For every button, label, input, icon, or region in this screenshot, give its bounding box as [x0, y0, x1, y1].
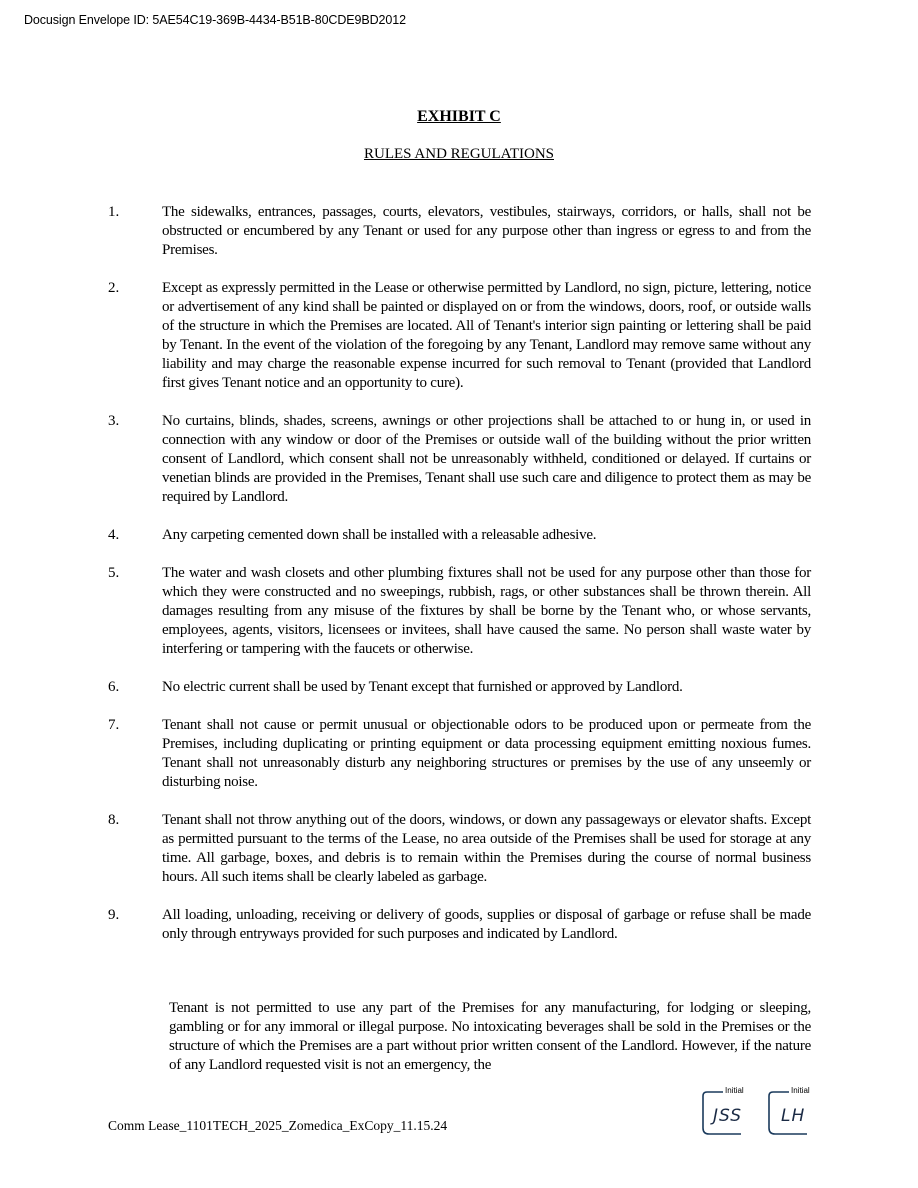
- initial-signature: JSS: [713, 1106, 742, 1126]
- rule-item: [0, 412, 918, 507]
- rule-item: [0, 906, 918, 944]
- rule-number: 9.: [108, 907, 120, 923]
- initial-label: Initial: [791, 1086, 810, 1095]
- rule-number: 2.: [108, 280, 120, 296]
- rule-text: Tenant shall not throw anything out of the doors, windows, or down any passageways or elevator shafts. Except as permitted pursuant to the terms of the Lease, no area outside of the Premises shall be used for storage at any time. All garbage, boxes, and debris is to remain within the Premises during the course of normal business hours. All such items shall be clearly labeled as garbage.: [162, 812, 811, 885]
- rule-item: [0, 811, 918, 887]
- initial-label: Initial: [725, 1086, 744, 1095]
- rule-number: 1.: [108, 204, 120, 220]
- rule-item: [0, 279, 918, 393]
- rule-item: [0, 564, 918, 659]
- initial-box-1[interactable]: [701, 1086, 745, 1136]
- rule-number: 7.: [108, 717, 120, 733]
- rule-text: No curtains, blinds, shades, screens, awnings or other projections shall be attached to or hung in, or used in connection with any window or door of the Premises or outside wall of the building without the prior written consent of Landlord, which consent shall not be unreasonably withheld, conditioned or delayed. If curtains or venetian blinds are provided in the Premises, Tenant shall use such care and diligence to protect them as may be required by Landlord.: [162, 413, 811, 505]
- rule-text: The sidewalks, entrances, passages, courts, elevators, vestibules, stairways, corridors, or halls, shall not be obstructed or encumbered by any Tenant or used for any purpose other than ingress or egress to and from the Premises.: [162, 204, 811, 258]
- rule-item: [0, 678, 918, 697]
- rules-list: [0, 203, 918, 963]
- rule-text: Any carpeting cemented down shall be installed with a releasable adhesive.: [162, 527, 597, 543]
- rule-item: [0, 716, 918, 792]
- rule-item: [0, 203, 918, 260]
- rule-number: 6.: [108, 679, 120, 695]
- rule-number: 8.: [108, 812, 120, 828]
- rule-number: 4.: [108, 527, 120, 543]
- rule-number: 3.: [108, 413, 120, 429]
- rule-9-continued-paragraph: Tenant is not permitted to use any part of the Premises for any manufacturing, for lodging or sleeping, gambling or for any immoral or illegal purpose. No intoxicating beverages shall be sold in the Premises or the structure of which the Premises are a part without prior written consent of the Landlord. However, if the nature of any Landlord requested visit is not an emergency, the: [169, 1000, 811, 1073]
- rule-text: Except as expressly permitted in the Lease or otherwise permitted by Landlord, no sign, picture, lettering, notice or advertisement of any kind shall be painted or displayed on or from the windows, doors, roof, or outside walls of the structure in which the Premises are located. All of Tenant's interior sign painting or lettering shall be paid by Tenant. In the event of the violation of the foregoing by any Tenant, Landlord may remove same without any liability and may charge the reasonable expense incurred for such removal to Tenant (provided that Landlord first gives Tenant notice and an opportunity to cure).: [162, 280, 811, 391]
- rule-text: All loading, unloading, receiving or delivery of goods, supplies or disposal of garbage or refuse shall be made only through entryways provided for such purposes and indicated by Landlord.: [162, 907, 811, 942]
- rule-text: The water and wash closets and other plumbing fixtures shall not be used for any purpose other than those for which they were constructed and no sweepings, rubbish, rags, or other substances shall be thrown therein. All damages resulting from any misuse of the fixtures by shall be borne by the Tenant who, or whose servants, employees, agents, visitors, licensees or invitees, shall have caused the same. No person shall waste water by interfering or tampering with the faucets or otherwise.: [162, 565, 811, 657]
- rule-text: Tenant shall not cause or permit unusual or objectionable odors to be produced upon or permeate from the Premises, including duplicating or printing equipment or data processing equipment emitting noxious fumes. Tenant shall not unreasonably disturb any neighboring structures or premises by the use of any unseemly or disturbing noise.: [162, 717, 811, 790]
- docusign-envelope-id: Docusign Envelope ID: 5AE54C19-369B-4434-B51B-80CDE9BD2012: [24, 13, 406, 27]
- initial-box-2[interactable]: [767, 1086, 811, 1136]
- rule-number: 5.: [108, 565, 120, 581]
- rule-text: No electric current shall be used by Tenant except that furnished or approved by Landlord.: [162, 679, 683, 695]
- exhibit-subtitle: RULES AND REGULATIONS: [363, 146, 554, 162]
- footer-document-id: Comm Lease_1101TECH_2025_Zomedica_ExCopy_11.15.24: [108, 1118, 448, 1133]
- rule-item: [0, 526, 918, 545]
- exhibit-title: EXHIBIT C: [417, 108, 501, 125]
- initial-signature: LH: [781, 1106, 806, 1126]
